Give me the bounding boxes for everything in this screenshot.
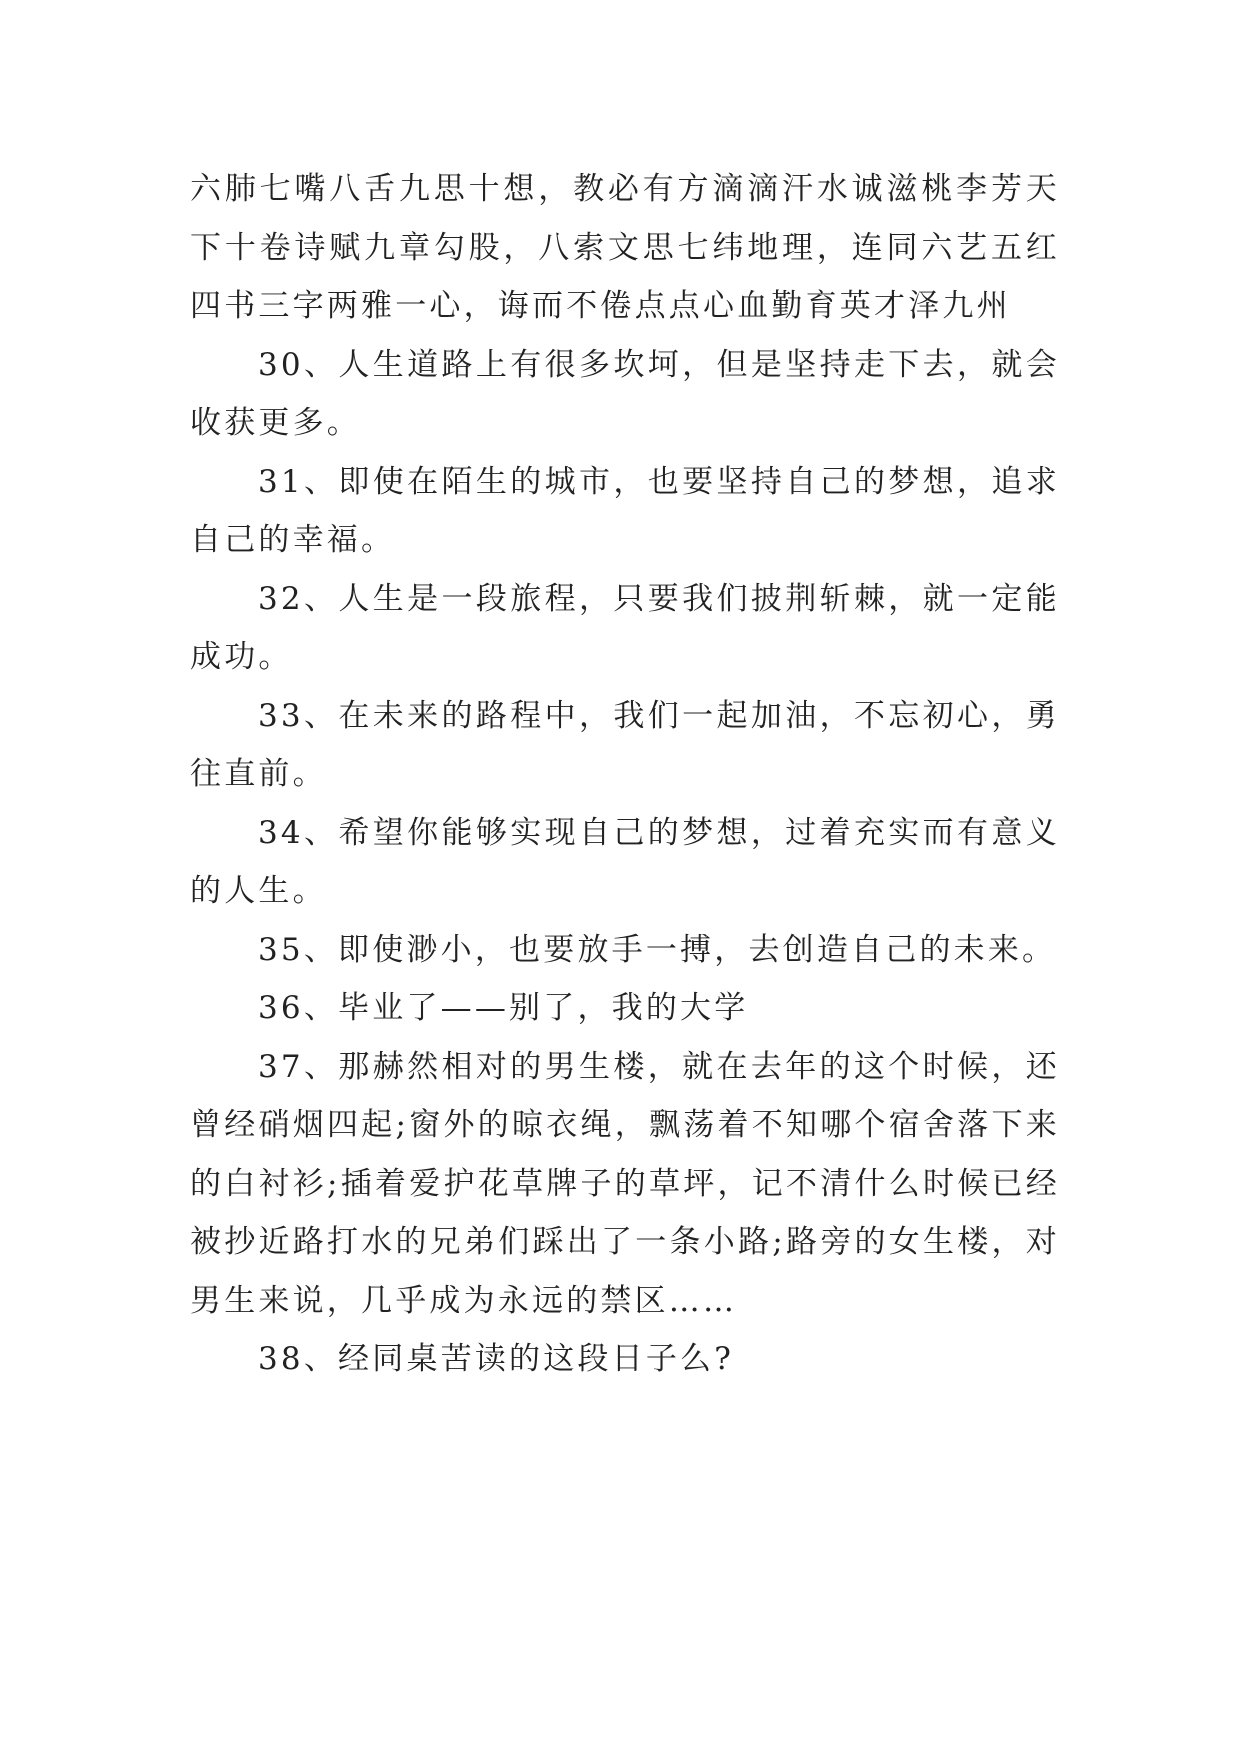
paragraph-continuation: 六肺七嘴八舌九思十想，教必有方滴滴汗水诚滋桃李芳天下十卷诗赋九章勾股，八索文思七纬地理，连同六艺五红四书三字两雅一心，诲而不倦点点心血勤育英才泽九州 bbox=[190, 171, 1060, 324]
paragraph-item-32: 32、人生是一段旅程，只要我们披荆斩棘，就一定能成功。 bbox=[190, 580, 1060, 675]
paragraph-item-30: 30、人生道路上有很多坎坷，但是坚持走下去，就会收获更多。 bbox=[190, 346, 1060, 441]
document-body bbox=[190, 160, 1060, 1389]
paragraph-item-38: 38、经同桌苦读的这段日子么? bbox=[258, 1341, 735, 1377]
paragraph-item-36: 36、毕业了——别了，我的大学 bbox=[258, 990, 749, 1026]
paragraph-item-31: 31、即使在陌生的城市，也要坚持自己的梦想，追求自己的幸福。 bbox=[190, 463, 1060, 558]
paragraph-item-35: 35、即使渺小，也要放手一搏，去创造自己的未来。 bbox=[258, 931, 1057, 968]
paragraph-item-37: 37、那赫然相对的男生楼，就在去年的这个时候，还曾经硝烟四起;窗外的晾衣绳，飘荡着不知哪个宿舍落下来的白衬衫;插着爱护花草牌子的草坪，记不清什么时候已经被抄近路打水的兄弟们踩出了一条小路;路旁的女生楼，对男生来说，几乎成为永远的禁区…… bbox=[190, 1048, 1060, 1319]
paragraph-item-34: 34、希望你能够实现自己的梦想，过着充实而有意义的人生。 bbox=[190, 814, 1060, 909]
paragraph-item-33: 33、在未来的路程中，我们一起加油，不忘初心，勇往直前。 bbox=[190, 697, 1060, 792]
